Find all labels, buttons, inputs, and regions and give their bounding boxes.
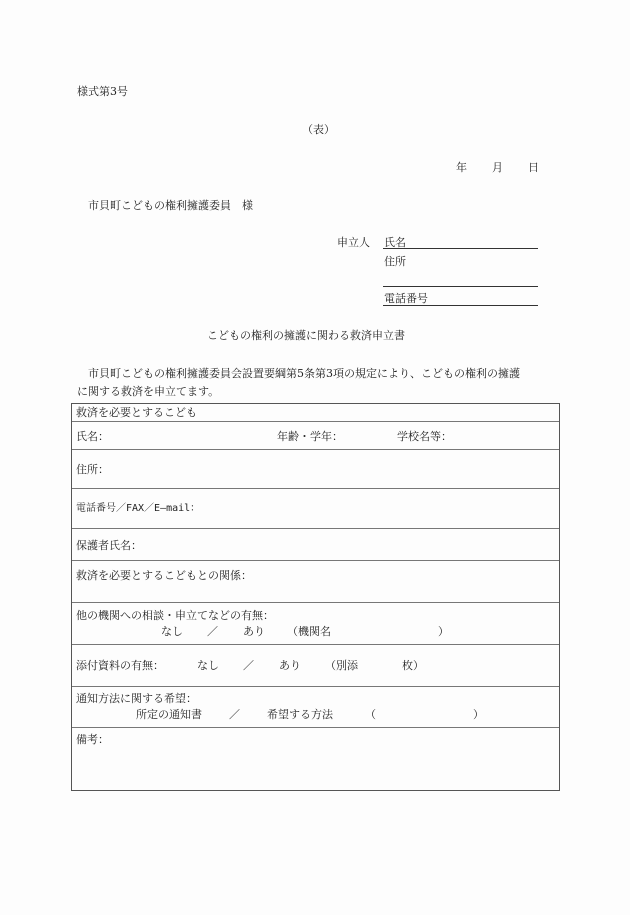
- other-agency-slash: ／: [207, 625, 218, 638]
- notification-slash: ／: [229, 708, 240, 721]
- school-label: 学校名等：: [397, 430, 452, 443]
- contact-label: 電話番号／FAX／E—mail：: [76, 503, 201, 514]
- section-header-label: 救済を必要とするこども: [76, 406, 197, 419]
- notification-label: 通知方法に関する希望：: [76, 692, 197, 705]
- form-side-label: （表）: [302, 123, 335, 136]
- row-guardian[interactable]: [72, 529, 559, 561]
- applicant-address-field[interactable]: [383, 286, 538, 287]
- row-child-info[interactable]: [72, 422, 559, 450]
- attachments-yes-option[interactable]: あり: [279, 659, 301, 672]
- child-name-label: 氏名：: [76, 430, 109, 443]
- other-agency-none-option[interactable]: なし: [161, 625, 183, 638]
- intro-line-1: 市貝町こどもの権利擁護委員会設置要綱第5条第3項の規定により、こどもの権利の擁護: [88, 367, 520, 380]
- age-grade-label: 年齢・学年：: [277, 430, 343, 443]
- applicant-phone-label: 電話番号: [384, 292, 428, 305]
- applicant-phone-field[interactable]: [383, 305, 538, 306]
- date-month-label: 月: [492, 161, 503, 174]
- notification-paren-open: （: [365, 708, 376, 721]
- intro-line-2: に関する救済を申立てます。: [77, 385, 220, 398]
- row-notification[interactable]: [72, 687, 559, 728]
- attachments-count-close: 枚）: [402, 659, 424, 672]
- row-other-agency[interactable]: [72, 603, 559, 645]
- notification-standard-option[interactable]: 所定の通知書: [136, 708, 202, 721]
- agency-name-close: ）: [438, 625, 449, 638]
- applicant-label: 申立人: [337, 236, 370, 249]
- row-section-header: [72, 404, 559, 422]
- row-attachments[interactable]: [72, 645, 559, 687]
- addressee: 市貝町こどもの権利擁護委員 様: [88, 199, 253, 212]
- attachments-none-option[interactable]: なし: [197, 659, 219, 672]
- applicant-address-label: 住所: [384, 255, 406, 268]
- notification-preferred-option[interactable]: 希望する方法: [267, 708, 333, 721]
- other-agency-label: 他の機関への相談・申立てなどの有無：: [76, 609, 274, 622]
- applicant-name-label: 氏名: [384, 236, 406, 249]
- notification-paren-close: ）: [473, 708, 484, 721]
- attachments-label: 添付資料の有無：: [76, 659, 164, 672]
- form-number: 様式第3号: [77, 85, 128, 98]
- remarks-label: 備考：: [76, 733, 109, 746]
- attachments-slash: ／: [243, 659, 254, 672]
- agency-name-open: （機関名: [287, 625, 331, 638]
- date-year-label: 年: [456, 161, 467, 174]
- row-address[interactable]: [72, 450, 559, 489]
- guardian-label: 保護者氏名：: [76, 539, 142, 552]
- applicant-name-field[interactable]: [383, 248, 538, 249]
- other-agency-yes-option[interactable]: あり: [243, 625, 265, 638]
- date-day-label: 日: [528, 161, 539, 174]
- application-form-table: [71, 403, 560, 791]
- attachments-count-open: （別添: [325, 659, 358, 672]
- relationship-label: 救済を必要とするこどもとの関係：: [76, 569, 252, 582]
- document-title: こどもの権利の擁護に関わる救済申立書: [207, 329, 405, 342]
- row-remarks[interactable]: [72, 728, 559, 790]
- row-contact[interactable]: [72, 489, 559, 529]
- address-label: 住所：: [76, 463, 109, 476]
- row-relationship[interactable]: [72, 561, 559, 603]
